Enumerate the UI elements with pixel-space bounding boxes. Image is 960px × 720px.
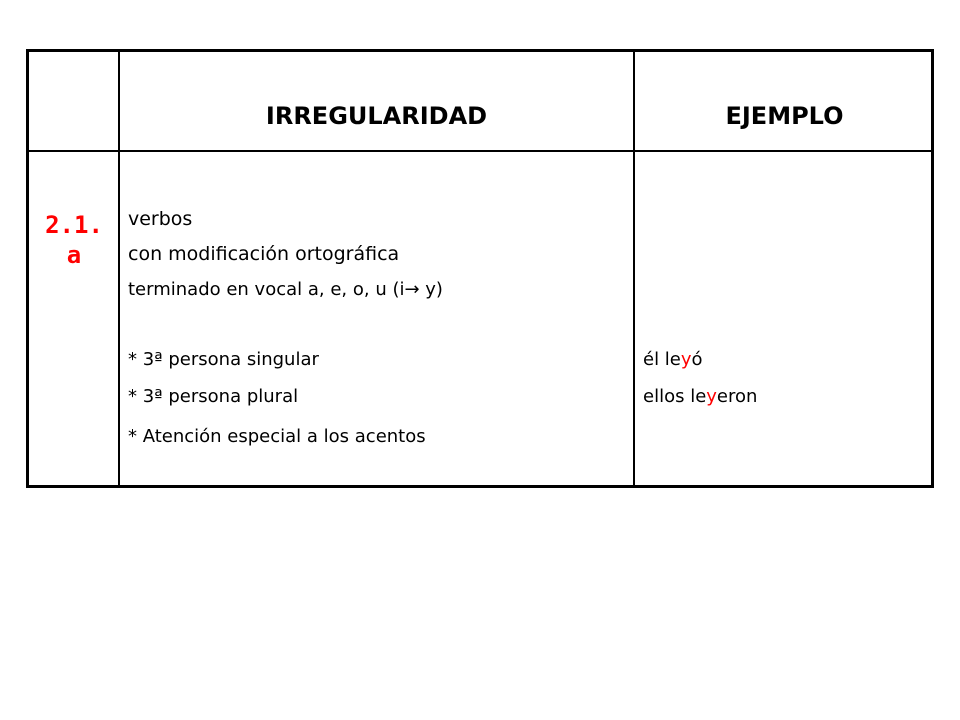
example-ellos-leyeron (643, 384, 757, 410)
description-line-verbos: verbos (128, 208, 193, 230)
highlighted-letter: y (706, 386, 717, 407)
row-number-line2: a (66, 241, 82, 269)
header-irregularidad: IRREGULARIDAD (265, 102, 488, 130)
example-el-leyo (643, 347, 703, 373)
header-divider (29, 150, 931, 152)
example-text: ellos le (643, 386, 707, 407)
description-line-terminado: terminado en vocal a, e, o, u (i→ y) (128, 279, 443, 300)
example-text: eron (716, 386, 758, 407)
header-ejemplo: EJEMPLO (725, 102, 844, 130)
highlighted-letter: y (680, 349, 692, 370)
description-line-plural: * 3ª persona plural (128, 386, 299, 407)
row-number (31, 210, 117, 270)
row-number-line1: 2.1. (45, 211, 103, 239)
example-text: ó (691, 349, 703, 370)
irregularity-table (26, 49, 934, 488)
example-text: él le (643, 349, 681, 370)
description-line-acentos: * Atención especial a los acentos (128, 426, 426, 447)
description-line-modificacion: con modificación ortográfica (128, 243, 400, 265)
description-line-singular: * 3ª persona singular (128, 349, 319, 370)
